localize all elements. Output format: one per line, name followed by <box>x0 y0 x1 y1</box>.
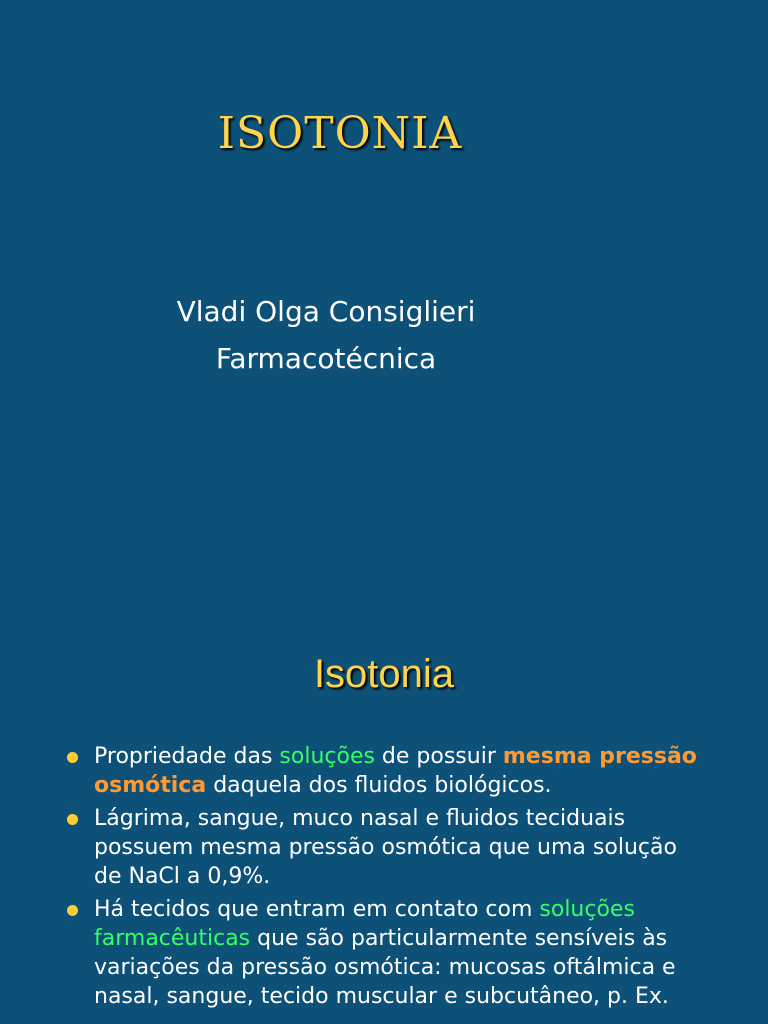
highlight-term: soluções <box>279 744 375 769</box>
bullet-text: Lágrima, sangue, muco nasal e fluidos teciduais possuem mesma pressão osmótica que uma solução de NaCl a 0,9%. <box>94 806 677 889</box>
bullet-dot-icon <box>67 905 78 916</box>
bullet-dot-icon <box>67 752 78 763</box>
bullet-text: que são particularmente sensíveis às variações da pressão osmótica: mucosas oftálmica e nasal, sangue, tecido muscular e subcutâneo, p. Ex. <box>94 926 676 1009</box>
bullet-text: daquela dos fluidos biológicos. <box>206 773 552 798</box>
course-subject: Farmacotécnica <box>215 342 437 375</box>
bullet-item <box>66 742 706 800</box>
bullet-item <box>66 804 706 891</box>
bullet-list <box>66 742 706 1015</box>
slide-title: ISOTONIA <box>217 108 463 159</box>
content-slide <box>0 620 768 1024</box>
bullet-text: de possuir <box>374 744 503 769</box>
author-name: Vladi Olga Consiglieri <box>176 295 476 328</box>
bullet-dot-icon <box>67 814 78 825</box>
highlight-term: soluções farmacêuticas <box>94 897 635 951</box>
bullet-text: Há tecidos que entram em contato com <box>94 897 540 922</box>
content-slide-title: Isotonia <box>313 652 455 696</box>
highlight-term: mesma pressão osmótica <box>94 744 697 798</box>
bullet-item <box>66 895 706 1011</box>
bullet-text: Propriedade das <box>94 744 280 769</box>
